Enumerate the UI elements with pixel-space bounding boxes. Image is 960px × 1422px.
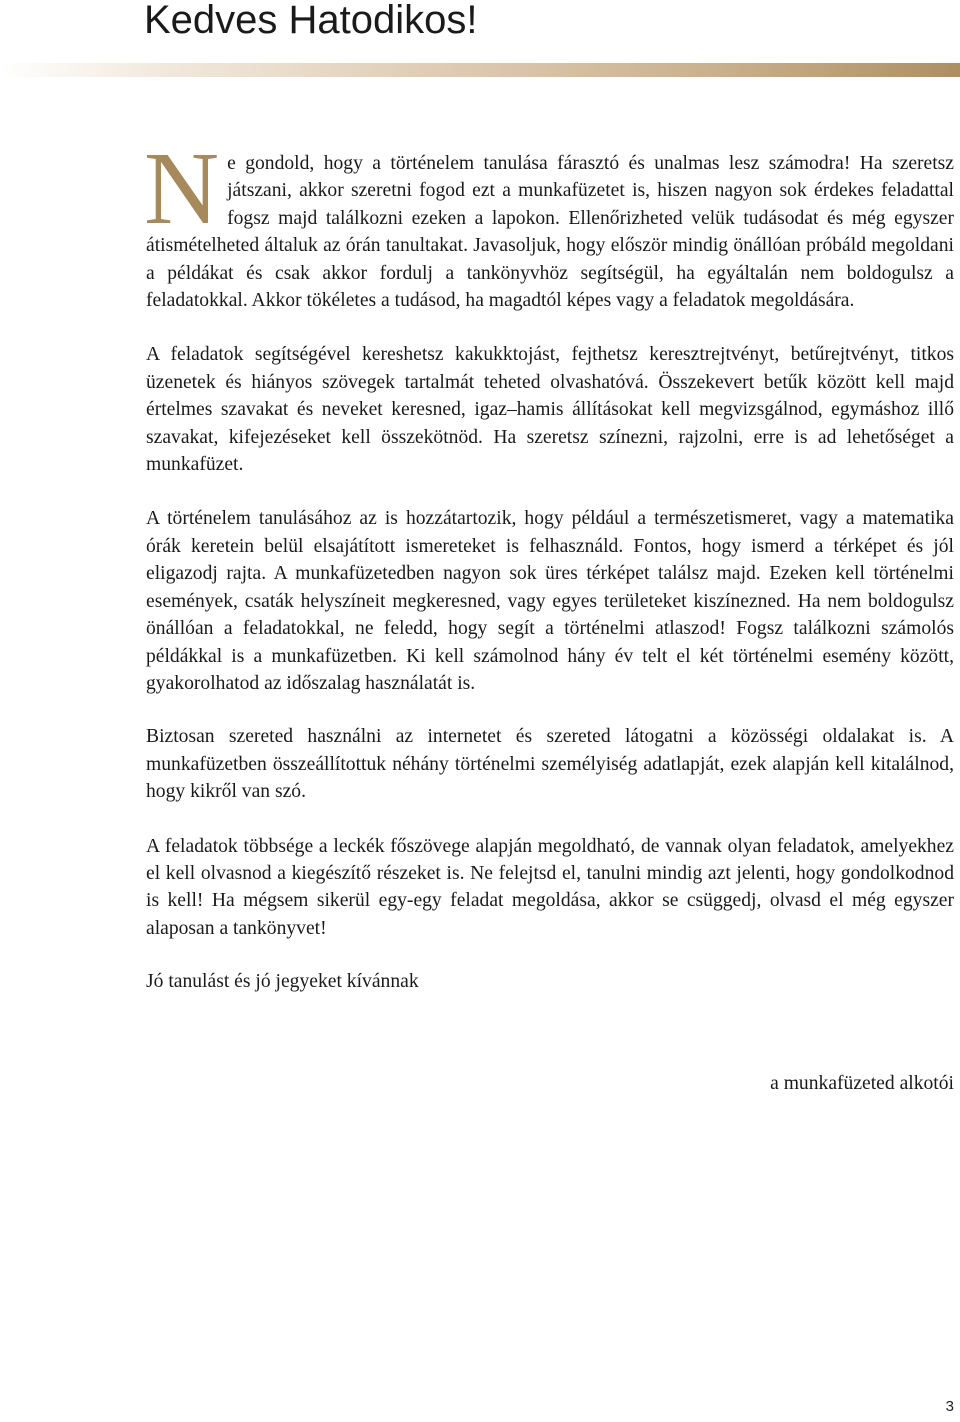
page-title: Kedves Hatodikos! [144,0,478,42]
page-number: 3 [945,1398,954,1415]
intro-text: e gondold, hogy a történelem tanulása fárasztó és unalmas lesz számodra! Ha szeretsz játszani, akkor szeretni fogod ezt a munkafüzetet is, hiszen nagyon sok érdekes feladattal fogsz majd találkozni ezeken a lapokon. Ellenőrizheted velük tudásodat és még egyszer átismételheted általuk az órán tanultakat. Javasoljuk, hogy először mindig önállóan próbáld megoldani a példákat és csak akkor fordulj a tankönyvhöz segítségül, ha egyáltalán nem boldogulsz a feladatokkal. Akkor tökéletes a tudásod, ha magadtól képes vagy a feladatok megoldására. [146,153,954,312]
paragraph-internet: Biztosan szereted használni az internetet és szereted látogatni a közösségi oldalakat is. A munkafüzetben összeállítottuk néhány történelmi személyiség adatlapját, ezek alapján kell kitalálnod, hogy kikről van szó. [146,726,954,803]
closing-wish: Jó tanulást és jó jegyeket kívánnak [146,971,419,993]
intro-paragraph [144,131,954,314]
signoff-authors: a munkafüzeted alkotói [770,1073,954,1094]
paragraph-tasks: A feladatok segítségével kereshetsz kakukktojást, fejthetsz keresztrejtvényt, betűrejtvényt, titkos üzenetek és hiányos szövegek tartalmát teheted olvashatóvá. Összekevert betűk között kell majd értelmes szavakat és neveket keresned, igaz–hamis állításokat kell megvizsgálnod, egymáshoz illő szavakat, kifejezéseket kell összekötnöd. Ha szeretsz színezni, rajzolni, erre is ad lehetőséget a munkafüzet. [146,344,954,476]
letter-body [144,131,954,996]
drop-cap-letter: N [144,131,220,246]
paragraph-reading: A feladatok többsége a leckék főszövege alapján megoldható, de vannak olyan feladatok, amelyekhez el kell olvasnod a kiegészítő részeket is. Ne felejtsd el, tanulni mindig azt jelenti, hogy gondolkodnod is kell! Ha mégsem sikerül egy-egy feladat megoldása, akkor se csüggedj, olvasd el még egyszer alaposan a tankönyvet! [146,835,954,939]
paragraph-maps: A történelem tanulásához az is hozzátartozik, hogy például a természetismeret, vagy a matematika órák keretein belül elsajátított ismereteket is felhasználd. Fontos, hogy ismerd a térképet és jól eligazodj rajta. A munkafüzetedben nagyon sok üres térképet találsz majd. Ezeken kell történelmi események, csaták helyszíneit megkeresned, vagy egyes területeket kiszínezned. Ha nem boldogulsz önállóan a feladatokkal, ne feledd, hogy segít a történelmi atlaszod! Fogsz találkozni számolós példákkal is a munkafüzetben. Ki kell számolnod hány év telt el két történelmi esemény között, gyakorolhatod az időszalag használatát is. [146,508,954,694]
header-gradient-rule [0,63,960,77]
